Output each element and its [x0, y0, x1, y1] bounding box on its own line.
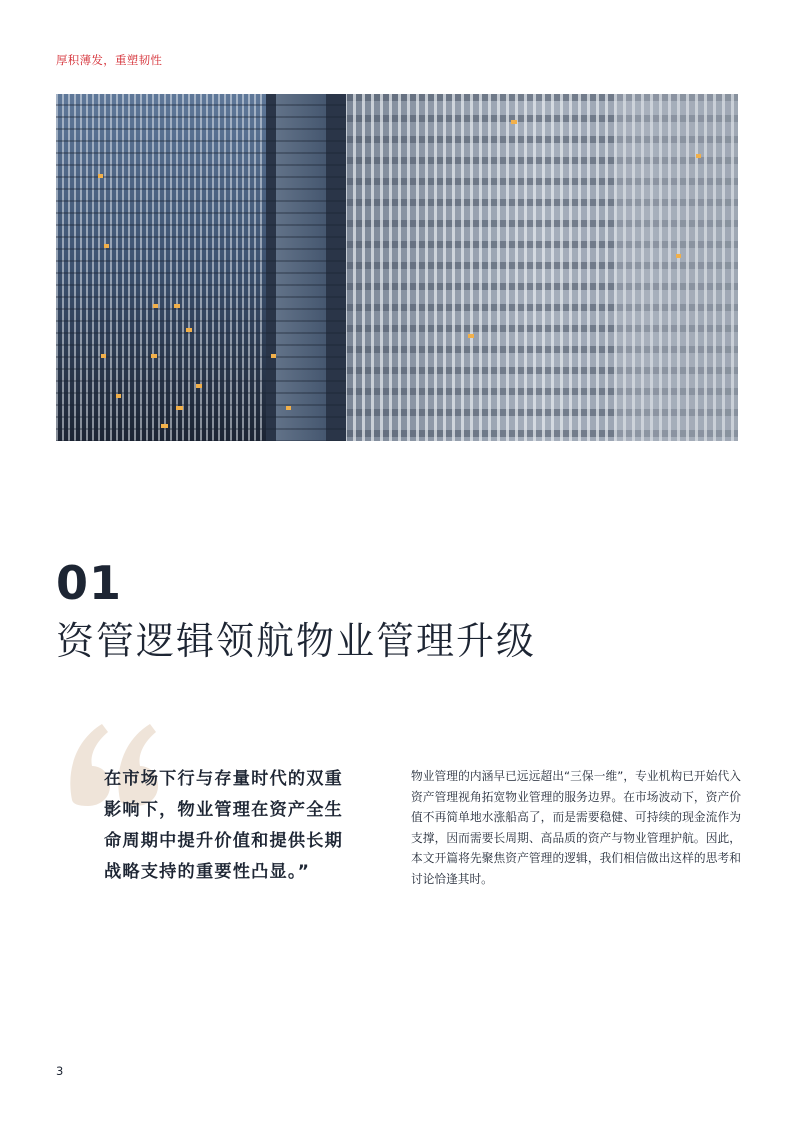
hero-photo: [56, 94, 738, 441]
body-paragraph: 物业管理的内涵早已远远超出“三保一维”，专业机构已开始代入资产管理视角拓宽物业管理的服务边界。在市场波动下，资产价值不再简单地水涨船高了，而是需要稳健、可持续的现金流作为支撑，因而需要长周期、高品质的资产与物业管理护航。因此，本文开篇将先聚焦资产管理的逻辑，我们相信做出这样的思考和讨论恰逢其时。: [411, 769, 741, 886]
section-title: 资管逻辑领航物业管理升级: [56, 619, 537, 663]
buildings-illustration: [56, 94, 738, 441]
page-number: 3: [56, 1064, 64, 1078]
section-number: 01: [56, 556, 123, 610]
header-tagline: 厚积薄发，重塑韧性: [56, 53, 163, 67]
pull-quote: 在市场下行与存量时代的双重影响下，物业管理在资产全生命周期中提升价值和提供长期战略支持的重要性凸显。”: [104, 769, 344, 882]
